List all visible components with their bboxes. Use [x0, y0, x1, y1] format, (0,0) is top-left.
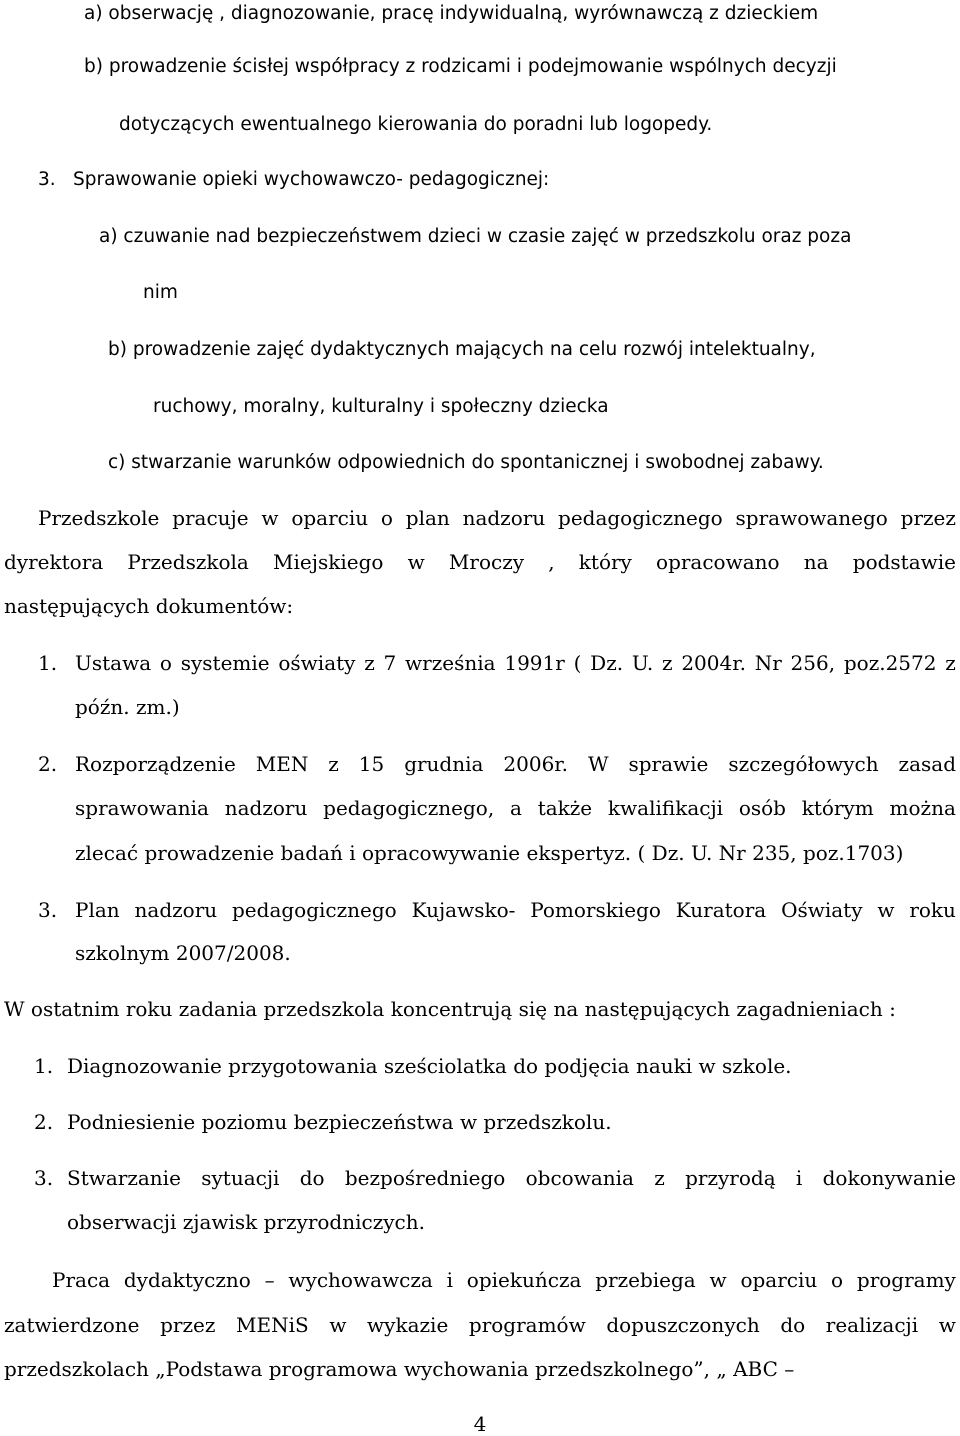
list-item-b-cooperation: b) prowadzenie ścisłej współpracy z rodzicami i podejmowanie wspólnych decyzji	[84, 56, 837, 77]
para3-line3: przedszkolach „Podstawa programowa wychowania przedszkolnego”, „ ABC –	[4, 1357, 795, 1381]
doc3-line1: Plan nadzoru pedagogicznego Kujawsko- Pomorskiego Kuratora Oświaty w roku	[75, 898, 956, 922]
doc3-line2: szkolnym 2007/2008.	[75, 941, 291, 965]
para3-line1: Praca dydaktyczno – wychowawcza i opiekuńcza przebiega w oparciu o programy	[52, 1268, 956, 1292]
list-item-a-observation: a) obserwację , diagnozowanie, pracę indywidualną, wyrównawczą z dzieckiem	[84, 3, 819, 24]
doc2-line1: Rozporządzenie MEN z 15 grudnia 2006r. W sprawie szczegółowych zasad	[75, 752, 956, 776]
focus1-number: 1.	[34, 1054, 54, 1078]
item3-a: a) czuwanie nad bezpieczeństwem dzieci w czasie zajęć w przedszkolu oraz poza	[99, 226, 852, 247]
item3-b: b) prowadzenie zajęć dydaktycznych mających na celu rozwój intelektualny,	[108, 339, 816, 360]
doc1-number: 1.	[38, 651, 58, 675]
doc3-number: 3.	[38, 898, 58, 922]
page-number: 4	[473, 1412, 487, 1436]
doc1-line1: Ustawa o systemie oświaty z 7 września 1991r ( Dz. U. z 2004r. Nr 256, poz.2572 z	[75, 651, 956, 675]
item3-title: Sprawowanie opieki wychowawczo- pedagogicznej:	[73, 169, 550, 190]
item3-c: c) stwarzanie warunków odpowiednich do spontanicznej i swobodnej zabawy.	[108, 452, 824, 473]
para1-line3: następujących dokumentów:	[4, 594, 294, 618]
doc2-line2: sprawowania nadzoru pedagogicznego, a także kwalifikacji osób którym można	[75, 796, 956, 820]
focus1-text: Diagnozowanie przygotowania sześciolatka do podjęcia nauki w szkole.	[67, 1054, 792, 1078]
para3-line2: zatwierdzone przez MENiS w wykazie programów dopuszczonych do realizacji w	[4, 1313, 956, 1337]
doc1-line2: późn. zm.)	[75, 695, 180, 719]
item3-a-cont: nim	[143, 282, 178, 303]
item3-b-cont: ruchowy, moralny, kulturalny i społeczny dziecka	[153, 396, 609, 417]
focus2-text: Podniesienie poziomu bezpieczeństwa w przedszkolu.	[67, 1110, 612, 1134]
doc2-number: 2.	[38, 752, 58, 776]
doc2-line3: zlecać prowadzenie badań i opracowywanie ekspertyz. ( Dz. U. Nr 235, poz.1703)	[75, 841, 904, 865]
focus3-line1: Stwarzanie sytuacji do bezpośredniego obcowania z przyrodą i dokonywanie	[67, 1166, 956, 1190]
focus3-line2: obserwacji zjawisk przyrodniczych.	[67, 1210, 425, 1234]
focus2-number: 2.	[34, 1110, 54, 1134]
item3-number: 3.	[38, 169, 56, 190]
para1-line1: Przedszkole pracuje w oparciu o plan nadzoru pedagogicznego sprawowanego przez	[38, 506, 956, 530]
para2: W ostatnim roku zadania przedszkola koncentrują się na następujących zagadnieniach :	[4, 997, 896, 1021]
list-item-b-cooperation-cont: dotyczących ewentualnego kierowania do poradni lub logopedy.	[119, 114, 713, 135]
para1-line2: dyrektora Przedszkola Miejskiego w Mroczy , który opracowano na podstawie	[4, 550, 956, 574]
focus3-number: 3.	[34, 1166, 54, 1190]
